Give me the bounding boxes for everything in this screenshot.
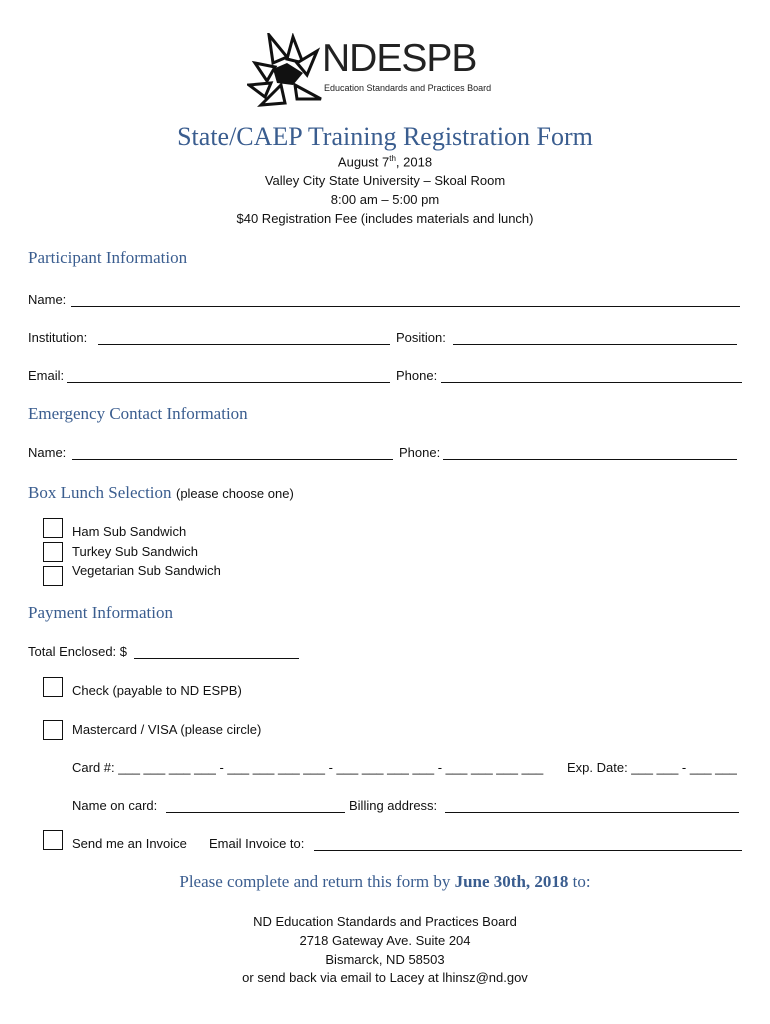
logo-subtitle: Education Standards and Practices Board	[324, 83, 492, 93]
emergency-phone-label: Phone:	[399, 445, 441, 460]
name-on-card-label: Name on card:	[72, 798, 158, 813]
participant-name-label: Name:	[28, 292, 67, 307]
event-fee: $40 Registration Fee (includes materials and lunch)	[236, 211, 534, 226]
vegetarian-sub-checkbox[interactable]	[43, 566, 63, 586]
event-date: August 7th, 2018	[337, 154, 433, 170]
email-invoice-label: Email Invoice to:	[209, 836, 305, 851]
check-payment-checkbox[interactable]	[43, 677, 63, 697]
card-payment-label: Mastercard / VISA (please circle)	[72, 722, 262, 737]
name-on-card-field[interactable]	[166, 812, 345, 813]
lunch-heading: Box Lunch Selection (please choose one)	[28, 483, 294, 502]
email-contact-line: or send back via email to Lacey at lhinsz@nd.gov	[242, 970, 528, 985]
ham-sub-checkbox[interactable]	[43, 518, 63, 538]
deadline: June 30th, 2018	[454, 872, 569, 891]
billing-address-label: Billing address:	[349, 798, 438, 813]
star-burst-icon	[247, 33, 325, 109]
card-payment-checkbox[interactable]	[43, 720, 63, 740]
institution-field[interactable]	[98, 344, 390, 345]
email-label: Email:	[28, 368, 65, 383]
position-field[interactable]	[453, 344, 737, 345]
emergency-heading: Emergency Contact Information	[28, 404, 248, 423]
lunch-option-label: Vegetarian Sub Sandwich	[72, 563, 221, 578]
emergency-name-label: Name:	[28, 445, 67, 460]
email-field[interactable]	[67, 382, 390, 383]
card-number-label[interactable]: Card #: ___ ___ ___ ___ - ___ ___ ___ ___ - ___ ___ ___ ___ - ___ ___ ___ ___	[72, 760, 544, 775]
address-line-2: 2718 Gateway Ave. Suite 204	[299, 933, 471, 948]
turkey-sub-checkbox[interactable]	[43, 542, 63, 562]
lunch-option-label: Ham Sub Sandwich	[72, 524, 187, 539]
ndespb-logo	[247, 33, 497, 109]
email-invoice-field[interactable]	[314, 850, 742, 851]
logo-wordmark: NDESPB	[322, 37, 477, 80]
lunch-option-label: Turkey Sub Sandwich	[72, 544, 198, 559]
address-line-1: ND Education Standards and Practices Board	[253, 914, 517, 929]
emergency-phone-field[interactable]	[443, 459, 737, 460]
institution-label: Institution:	[28, 330, 88, 345]
exp-date-label[interactable]: Exp. Date: ___ ___ - ___ ___	[567, 760, 737, 775]
address-line-3: Bismarck, ND 58503	[325, 952, 445, 967]
participant-heading: Participant Information	[28, 248, 188, 267]
lunch-note: (please choose one)	[175, 486, 294, 501]
event-time: 8:00 am – 5:00 pm	[330, 192, 440, 207]
event-location: Valley City State University – Skoal Room	[264, 173, 506, 188]
phone-label: Phone:	[396, 368, 438, 383]
billing-address-field[interactable]	[445, 812, 739, 813]
total-enclosed-field[interactable]	[134, 658, 299, 659]
emergency-name-field[interactable]	[72, 459, 393, 460]
invoice-label: Send me an Invoice	[72, 836, 187, 851]
position-label: Position:	[396, 330, 446, 345]
phone-field[interactable]	[441, 382, 742, 383]
page-title: State/CAEP Training Registration Form	[177, 122, 593, 151]
payment-heading: Payment Information	[28, 603, 173, 622]
total-enclosed-label: Total Enclosed: $	[28, 644, 128, 659]
return-instructions: Please complete and return this form by June 30th, 2018 to:	[179, 872, 591, 891]
participant-name-field[interactable]	[71, 306, 740, 307]
check-payment-label: Check (payable to ND ESPB)	[72, 683, 242, 698]
invoice-checkbox[interactable]	[43, 830, 63, 850]
